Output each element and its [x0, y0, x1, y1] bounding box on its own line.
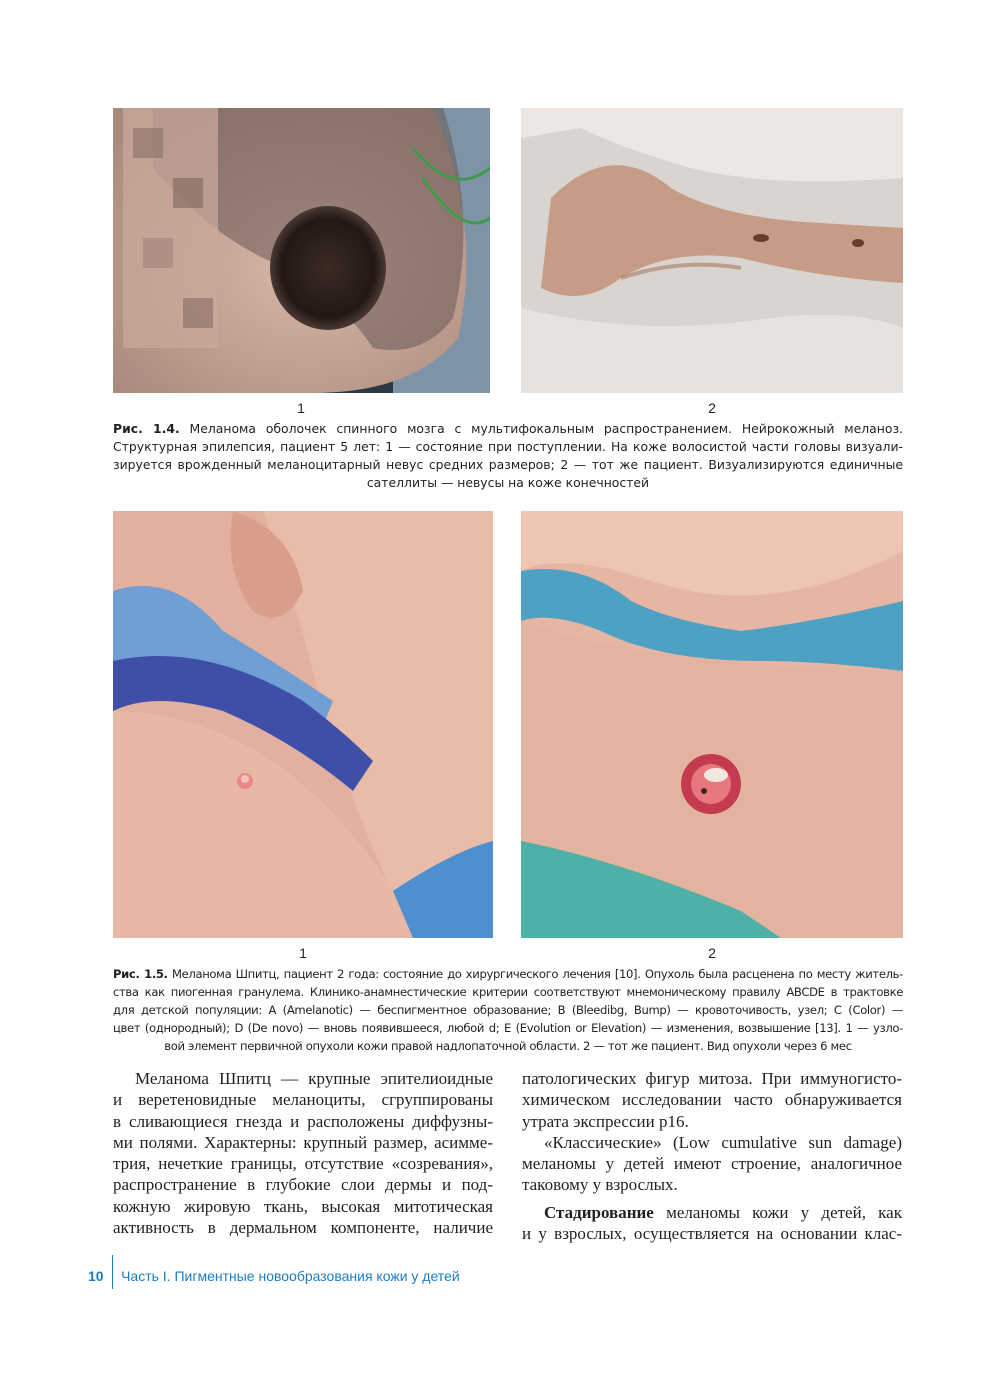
caption-line: сателлиты — невусы на коже конечностей: [366, 475, 650, 490]
figure-1-4-caption: [113, 420, 903, 492]
body-line: патологических фигур митоза. При иммуногисто-: [522, 1069, 902, 1088]
figure-1-5-panel-1-label: 1: [299, 945, 307, 961]
section-title: Часть I. Пигментные новообразования кожи у детей: [121, 1268, 460, 1284]
caption-line: для детской популяции: A (Amelanotic) — беспигментное образование; B (Bleedibg, Bump) — кровоточивость, узел; C (Color) —: [113, 1003, 903, 1017]
figure-1-5-photo-2: [521, 511, 903, 938]
caption-line: ства как пиогенная гранулема. Клинико-анамнестические критерии соответствуют мнемоническому правилу ABCDE в трактовке: [113, 985, 903, 999]
footer-divider: [112, 1255, 114, 1289]
body-left-column: [113, 1068, 493, 1238]
body-line: распространение в глубокие слои дермы и под-: [113, 1175, 493, 1195]
body-line: Стадирование меланомы кожи у детей, как: [544, 1202, 902, 1222]
caption-line: Рис. 1.5. Меланома Шпитц, пациент 2 года: состояние до хирургического лечения [10]. Опухоль была расценена по месту житель-: [113, 967, 903, 981]
body-line: ми полями. Характерны: крупный размер, асимме-: [113, 1132, 493, 1152]
figure-1-4-panel-1-label: 1: [297, 400, 305, 416]
body-line: меланомы у детей имеют строение, аналогичное: [522, 1154, 902, 1174]
body-line: «Классические» (Low cumulative sun damage): [544, 1132, 902, 1152]
body-line: кожную жировую ткань, высокая митотическая: [113, 1196, 493, 1216]
body-line: и веретеновидные меланоциты, сгруппированы: [113, 1090, 493, 1110]
caption-line: зируется врожденный меланоцитарный невус средних размеров; 2 — тот же пациент. Визуализируются единичные: [113, 457, 903, 472]
figure-1-5-photo-1: [113, 511, 493, 938]
page-number: 10: [88, 1268, 104, 1284]
figure-1-4-photo-2: [521, 108, 903, 393]
figure-1-5-caption: [113, 965, 903, 1055]
caption-line: цвет (однородный); D (De novo) — вновь появившееся, любой d; E (Evolution or Elevation) — изменения, возвышение [13]. 1 — узло-: [113, 1021, 903, 1035]
body-line: утрата экспрессии p16.: [522, 1111, 689, 1131]
body-line: и у взрослых, осуществляется на основании клас-: [522, 1224, 902, 1244]
figure-1-5-caption-label: Рис. 1.5.: [113, 967, 168, 981]
figure-1-4-panel-2-label: 2: [708, 400, 716, 416]
page-footer: [88, 1263, 460, 1289]
body-line: в сливающиеся гнезда и расположены диффузны-: [113, 1111, 493, 1131]
body-right-column: [522, 1068, 902, 1244]
body-line: Меланома Шпитц — крупные эпителиоидные: [135, 1069, 493, 1088]
figure-1-4-photo-1: [113, 108, 490, 393]
staging-term: Стадирование: [544, 1202, 654, 1222]
body-line: активность в дермальном компоненте, наличие: [113, 1218, 493, 1238]
caption-line: Рис. 1.4. Меланома оболочек спинного мозга с мультифокальным распространением. Нейрокожный меланоз.: [113, 421, 903, 436]
figure-1-5-panel-2-label: 2: [708, 945, 716, 961]
body-line: трия, нечеткие границы, отсутствие «созревания»,: [113, 1154, 493, 1174]
body-line: химическом исследовании часто обнаруживается: [522, 1090, 902, 1110]
figure-1-4-caption-label: Рис. 1.4.: [113, 421, 180, 436]
body-line: таковому у взрослых.: [522, 1175, 678, 1195]
caption-line: вой элемент первичной опухоли кожи правой надлопаточной области. 2 — тот же пациент. Вид опухоли через 6 мес: [164, 1039, 852, 1053]
caption-line: Структурная эпилепсия, пациент 5 лет: 1 — состояние при поступлении. На коже волосистой части головы визуали-: [113, 439, 903, 454]
